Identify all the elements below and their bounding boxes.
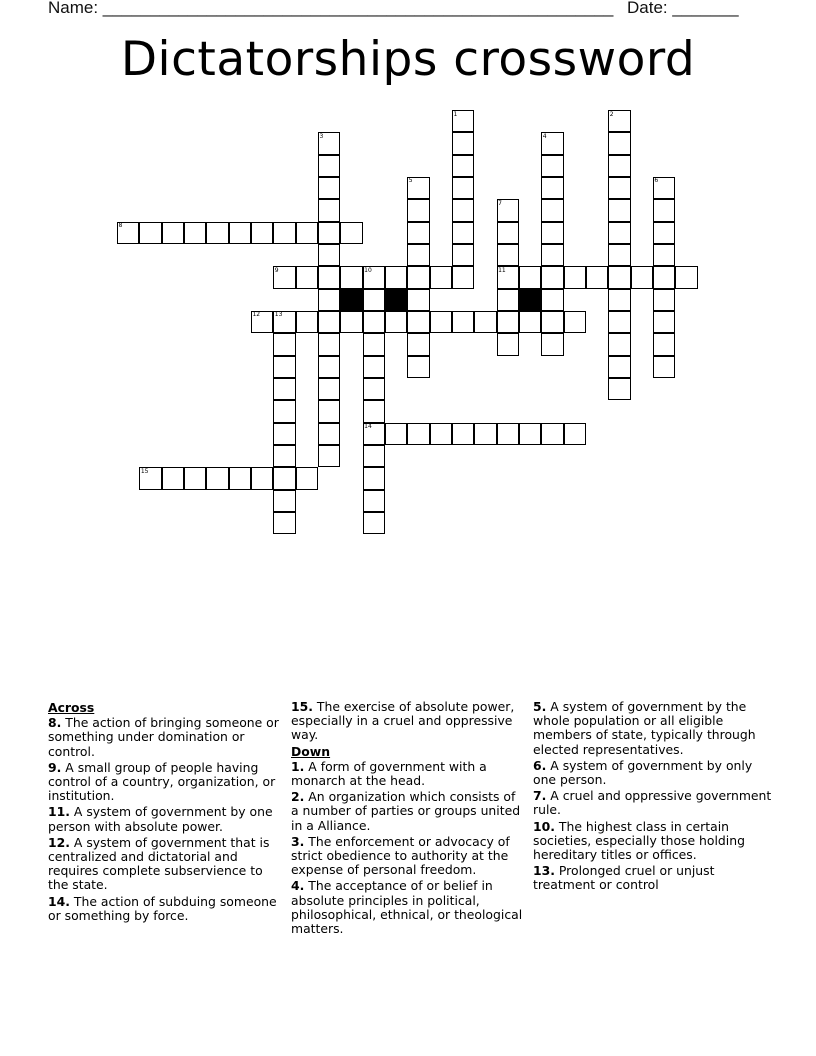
clue-down-4: 4. The acceptance of or belief in absolute principles in political, philosophical, ethnical, or theological matters. xyxy=(291,878,523,937)
grid-cell[interactable] xyxy=(318,244,340,266)
grid-cell[interactable] xyxy=(541,244,563,266)
grid-cell[interactable] xyxy=(229,222,251,244)
grid-cell[interactable] xyxy=(452,222,474,244)
grid-cell[interactable] xyxy=(497,222,519,244)
grid-cell[interactable] xyxy=(206,222,228,244)
clue-across-11: 11. A system of government by one person with absolute power. xyxy=(48,804,273,834)
grid-cell[interactable] xyxy=(497,244,519,266)
grid-cell[interactable] xyxy=(541,333,563,355)
grid-cell[interactable] xyxy=(497,311,519,333)
grid-cell[interactable] xyxy=(474,311,496,333)
grid-cell[interactable] xyxy=(385,423,407,445)
grid-cell[interactable] xyxy=(273,423,295,445)
grid-cell[interactable] xyxy=(653,244,675,266)
clue-down-7: 7. A cruel and oppressive government rule. xyxy=(533,788,772,818)
clue-across-9: 9. A small group of people having control of a country, organization, or institution. xyxy=(48,759,276,804)
grid-cell[interactable] xyxy=(273,445,295,467)
clues-column-3 xyxy=(533,700,773,895)
grid-cell[interactable] xyxy=(385,311,407,333)
down-heading: Down xyxy=(291,743,331,759)
grid-number: 8 xyxy=(118,222,123,230)
grid-number: 9 xyxy=(274,266,279,274)
grid-cell[interactable] xyxy=(273,400,295,422)
grid-number: 7 xyxy=(498,199,502,207)
grid-cell[interactable] xyxy=(519,266,541,288)
grid-cell[interactable] xyxy=(363,289,385,311)
grid-cell[interactable] xyxy=(519,311,541,333)
grid-cell[interactable] xyxy=(407,423,429,445)
grid-cell[interactable] xyxy=(541,311,563,333)
grid-cell[interactable] xyxy=(474,423,496,445)
grid-cell[interactable] xyxy=(407,333,429,355)
grid-cell[interactable] xyxy=(162,222,184,244)
clue-down-3: 3. The enforcement or advocacy of strict obedience to authority at the expense of personal freedom. xyxy=(291,833,510,878)
grid-cell[interactable] xyxy=(608,378,630,400)
grid-cell[interactable] xyxy=(452,423,474,445)
grid-cell[interactable] xyxy=(296,222,318,244)
grid-cell[interactable] xyxy=(452,244,474,266)
grid-cell[interactable] xyxy=(452,132,474,154)
grid-cell[interactable] xyxy=(273,512,295,534)
grid-cell[interactable] xyxy=(497,423,519,445)
grid-cell[interactable] xyxy=(296,266,318,288)
clue-across-12: 12. A system of government that is centralized and dictatorial and requires complete subservience to the state. xyxy=(48,834,270,893)
grid-cell[interactable] xyxy=(363,490,385,512)
grid-cell[interactable] xyxy=(363,467,385,489)
grid-cell[interactable] xyxy=(407,289,429,311)
grid-cell[interactable] xyxy=(541,155,563,177)
grid-cell[interactable] xyxy=(318,155,340,177)
grid-cell[interactable] xyxy=(385,266,407,288)
date-field-label[interactable]: Date: _______ xyxy=(627,0,739,17)
grid-cell[interactable] xyxy=(675,266,697,288)
grid-cell[interactable] xyxy=(653,266,675,288)
grid-cell[interactable] xyxy=(273,378,295,400)
grid-cell[interactable] xyxy=(363,311,385,333)
grid-number: 11 xyxy=(498,266,506,274)
grid-cell[interactable] xyxy=(340,266,362,288)
grid-cell[interactable] xyxy=(229,467,251,489)
grid-cell[interactable] xyxy=(608,199,630,221)
grid-cell[interactable] xyxy=(497,333,519,355)
grid-black-square xyxy=(385,289,407,311)
grid-cell[interactable] xyxy=(318,423,340,445)
grid-cell[interactable] xyxy=(363,512,385,534)
clue-down-10: 10. The highest class in certain societies, especially those holding hereditary titles or offices. xyxy=(533,818,745,863)
grid-cell[interactable] xyxy=(541,199,563,221)
grid-cell[interactable] xyxy=(318,266,340,288)
grid-cell[interactable] xyxy=(452,177,474,199)
grid-cell[interactable] xyxy=(631,266,653,288)
grid-cell[interactable] xyxy=(318,356,340,378)
grid-cell[interactable] xyxy=(452,266,474,288)
grid-cell[interactable] xyxy=(452,311,474,333)
grid-cell[interactable] xyxy=(206,467,228,489)
grid-cell[interactable] xyxy=(452,155,474,177)
grid-cell[interactable] xyxy=(653,333,675,355)
across-heading: Across xyxy=(48,700,95,715)
grid-cell[interactable] xyxy=(541,423,563,445)
grid-cell[interactable] xyxy=(273,333,295,355)
grid-cell[interactable] xyxy=(608,266,630,288)
grid-cell[interactable] xyxy=(363,400,385,422)
clue-down-6: 6. A system of government by only one person. xyxy=(533,757,753,788)
grid-cell[interactable] xyxy=(251,222,273,244)
grid-cell[interactable] xyxy=(608,132,630,154)
grid-cell[interactable] xyxy=(608,311,630,333)
grid-number: 6 xyxy=(654,177,659,185)
grid-cell[interactable] xyxy=(653,356,675,378)
grid-cell[interactable] xyxy=(363,356,385,378)
grid-cell[interactable] xyxy=(363,445,385,467)
grid-cell[interactable] xyxy=(318,289,340,311)
grid-number: 13 xyxy=(274,311,283,319)
clue-across-15: 15. The exercise of absolute power, especially in a cruel and oppressive way. xyxy=(291,699,515,743)
clue-across-8: 8. The action of bringing someone or something under domination or control. xyxy=(48,715,279,759)
grid-cell[interactable] xyxy=(608,289,630,311)
grid-cell[interactable] xyxy=(608,177,630,199)
grid-cell[interactable] xyxy=(497,289,519,311)
grid-cell[interactable] xyxy=(608,244,630,266)
grid-cell[interactable] xyxy=(430,266,452,288)
grid-cell[interactable] xyxy=(184,467,206,489)
grid-cell[interactable] xyxy=(273,222,295,244)
grid-cell[interactable] xyxy=(653,311,675,333)
grid-number: 2 xyxy=(609,110,614,118)
grid-cell[interactable] xyxy=(273,490,295,512)
grid-cell[interactable] xyxy=(363,333,385,355)
grid-cell[interactable] xyxy=(519,423,541,445)
grid-cell[interactable] xyxy=(318,400,340,422)
clues-column-1 xyxy=(48,700,280,925)
clue-across-14: 14. The action of subduing someone or something by force. xyxy=(48,893,277,923)
grid-cell[interactable] xyxy=(273,356,295,378)
grid-number: 14 xyxy=(364,423,372,431)
grid-cell[interactable] xyxy=(430,311,452,333)
grid-cell[interactable] xyxy=(273,467,295,489)
clue-down-13: 13. Prolonged cruel or unjust treatment or control xyxy=(533,863,715,893)
page-title: Dictatorships crossword xyxy=(120,32,696,87)
grid-cell[interactable] xyxy=(407,222,429,244)
grid-cell[interactable] xyxy=(653,289,675,311)
grid-cell[interactable] xyxy=(564,266,586,288)
grid-cell[interactable] xyxy=(407,311,429,333)
grid-cell[interactable] xyxy=(541,222,563,244)
clue-down-1: 1. A form of government with a monarch at the head. xyxy=(291,758,487,789)
clues-column-2 xyxy=(291,700,523,938)
grid-cell[interactable] xyxy=(318,199,340,221)
clue-down-5: 5. A system of government by the whole population or all eligible members of state, typically through elected representatives. xyxy=(533,699,756,757)
grid-cell[interactable] xyxy=(296,311,318,333)
grid-number: 10 xyxy=(364,266,372,274)
name-field-label[interactable]: Name: ______________________________________________________ xyxy=(48,0,614,17)
grid-cell[interactable] xyxy=(318,378,340,400)
grid-number: 15 xyxy=(140,467,149,475)
grid-number: 12 xyxy=(252,311,261,319)
grid-number: 3 xyxy=(319,132,324,140)
grid-cell[interactable] xyxy=(653,222,675,244)
grid-cell[interactable] xyxy=(608,333,630,355)
grid-cell[interactable] xyxy=(407,356,429,378)
grid-number: 4 xyxy=(542,132,547,140)
grid-number: 1 xyxy=(453,110,458,118)
grid-number: 5 xyxy=(408,177,413,185)
grid-cell[interactable] xyxy=(564,423,586,445)
grid-cell[interactable] xyxy=(608,155,630,177)
grid-cell[interactable] xyxy=(340,222,362,244)
grid-cell[interactable] xyxy=(318,311,340,333)
grid-cell[interactable] xyxy=(608,222,630,244)
grid-cell[interactable] xyxy=(653,199,675,221)
grid-cell[interactable] xyxy=(251,467,273,489)
grid-cell[interactable] xyxy=(430,423,452,445)
grid-cell[interactable] xyxy=(541,289,563,311)
grid-cell[interactable] xyxy=(407,199,429,221)
grid-cell[interactable] xyxy=(564,311,586,333)
grid-black-square xyxy=(340,289,362,311)
grid-cell[interactable] xyxy=(318,445,340,467)
grid-cell[interactable] xyxy=(541,177,563,199)
grid-cell[interactable] xyxy=(340,311,362,333)
clue-down-2: 2. An organization which consists of a number of parties or groups united in a Alliance. xyxy=(291,789,521,833)
grid-cell[interactable] xyxy=(162,467,184,489)
grid-cell[interactable] xyxy=(139,222,161,244)
grid-cell[interactable] xyxy=(184,222,206,244)
grid-cell[interactable] xyxy=(407,266,429,288)
grid-cell[interactable] xyxy=(318,333,340,355)
grid-cell[interactable] xyxy=(586,266,608,288)
grid-cell[interactable] xyxy=(318,222,340,244)
grid-cell[interactable] xyxy=(608,356,630,378)
grid-cell[interactable] xyxy=(407,244,429,266)
grid-cell[interactable] xyxy=(541,266,563,288)
grid-black-square xyxy=(519,289,541,311)
grid-cell[interactable] xyxy=(452,199,474,221)
grid-cell[interactable] xyxy=(318,177,340,199)
grid-cell[interactable] xyxy=(363,378,385,400)
grid-cell[interactable] xyxy=(296,467,318,489)
